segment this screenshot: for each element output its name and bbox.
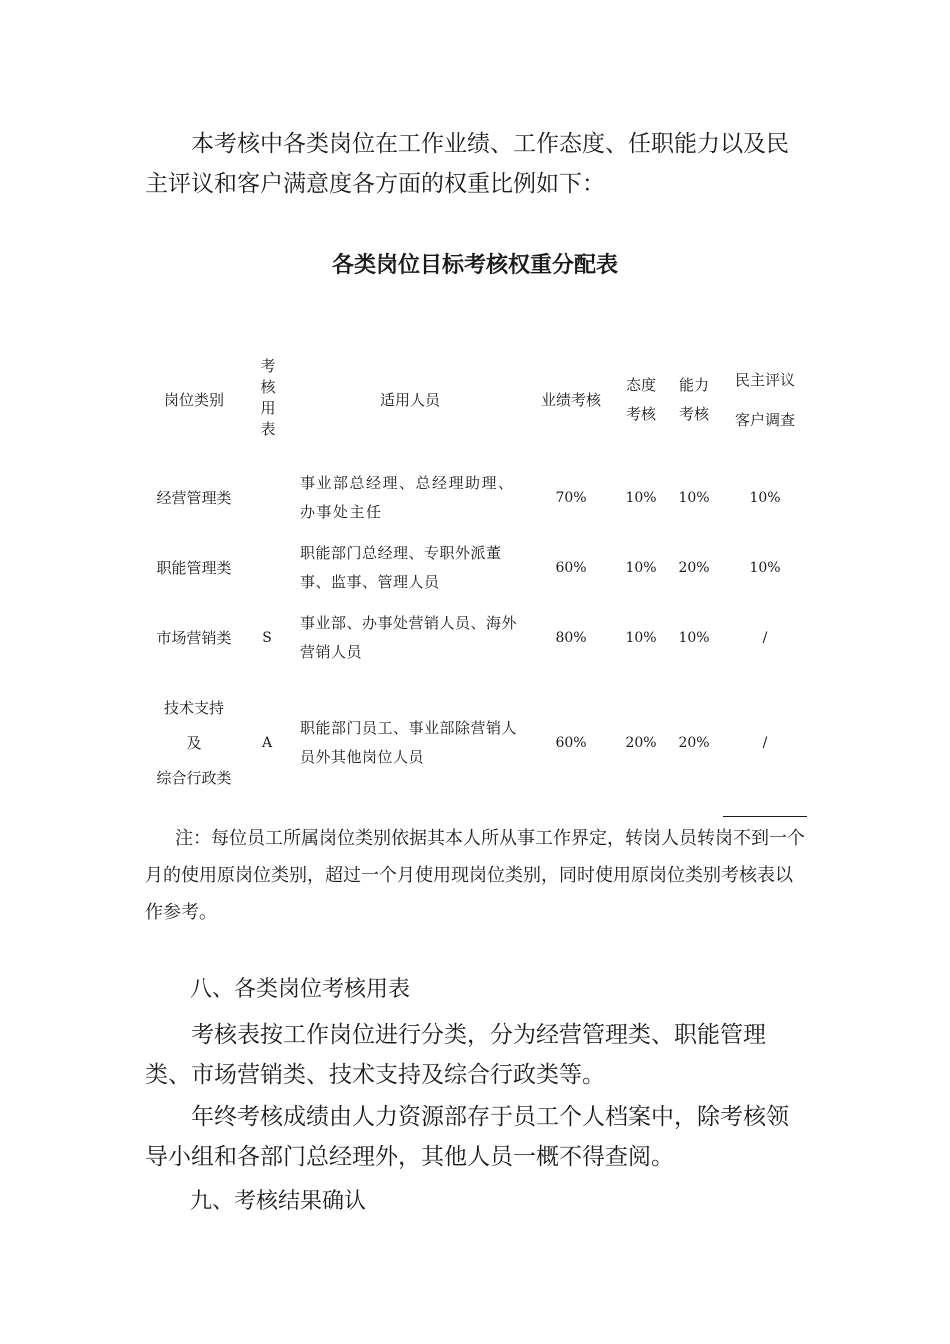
header-ability: 能力考核 [678, 376, 709, 423]
header-customer: 客户调查 [734, 410, 795, 429]
header-attitude: 态度考核 [625, 376, 656, 423]
row1-staff: 事业部总经理、总经理助理、办事处主任 [300, 474, 515, 521]
row1-attitude: 10% [625, 489, 657, 506]
row2-ability: 20% [678, 559, 710, 576]
row1-performance: 70% [555, 489, 587, 506]
section9-heading: 九、考核结果确认 [190, 1189, 367, 1214]
row3-other: / [762, 629, 768, 646]
section8-paragraph1: 考核表按工作岗位进行分类，分为经营管理类、职能管理类、市场营销类、技术支持及综合行政类等。 [145, 1022, 766, 1088]
row2-category: 职能管理类 [156, 558, 232, 577]
table-bottom-rule [723, 816, 807, 817]
row2-attitude: 10% [625, 559, 657, 576]
row4-category [150, 678, 238, 808]
row4-category-line2: 及 [186, 733, 202, 752]
row4-category-line3: 综合行政类 [156, 768, 232, 787]
row2-form [252, 538, 282, 598]
header-form: 考核用表 [258, 358, 277, 442]
header-democratic: 民主评议 [734, 370, 795, 389]
row4-ability: 20% [678, 734, 710, 751]
table-note: 注：每位员工所属岗位类别依据其本人所从事工作界定，转岗人员转岗不到一个月的使用原岗位类别，超过一个月使用现岗位类别，同时使用原岗位类别考核表以作参考。 [145, 828, 805, 923]
header-performance: 业绩考核 [540, 390, 601, 409]
row3-performance: 80% [555, 629, 587, 646]
row1-ability: 10% [678, 489, 710, 506]
row4-other: / [762, 734, 768, 751]
row4-form: A [261, 734, 273, 751]
row3-form: S [262, 629, 272, 646]
row1-other: 10% [749, 489, 781, 506]
row2-other: 10% [749, 559, 781, 576]
row4-category-line1: 技术支持 [163, 698, 224, 717]
header-category: 岗位类别 [163, 390, 224, 409]
section8-paragraph2: 年终考核成绩由人力资源部存于员工个人档案中，除考核领导小组和各部门总经理外，其他人员一概不得查阅。 [145, 1104, 789, 1170]
row3-staff: 事业部、办事处营销人员、海外营销人员 [300, 614, 518, 661]
row4-performance: 60% [555, 734, 587, 751]
section8-heading: 八、各类岗位考核用表 [190, 977, 411, 1002]
header-staff: 适用人员 [379, 390, 440, 409]
row2-performance: 60% [555, 559, 587, 576]
row1-category: 经营管理类 [156, 488, 232, 507]
table-title: 各类岗位目标考核权重分配表 [331, 252, 618, 278]
row4-staff: 职能部门员工、事业部除营销人员外其他岗位人员 [300, 719, 518, 766]
row4-attitude: 20% [625, 734, 657, 751]
row2-staff: 职能部门总经理、专职外派董事、监事、管理人员 [300, 544, 502, 591]
row3-attitude: 10% [625, 629, 657, 646]
row3-ability: 10% [678, 629, 710, 646]
row1-form [252, 468, 282, 528]
intro-paragraph: 本考核中各类岗位在工作业绩、工作态度、任职能力以及民主评议和客户满意度各方面的权重比例如下： [145, 131, 789, 197]
row3-category: 市场营销类 [156, 628, 232, 647]
